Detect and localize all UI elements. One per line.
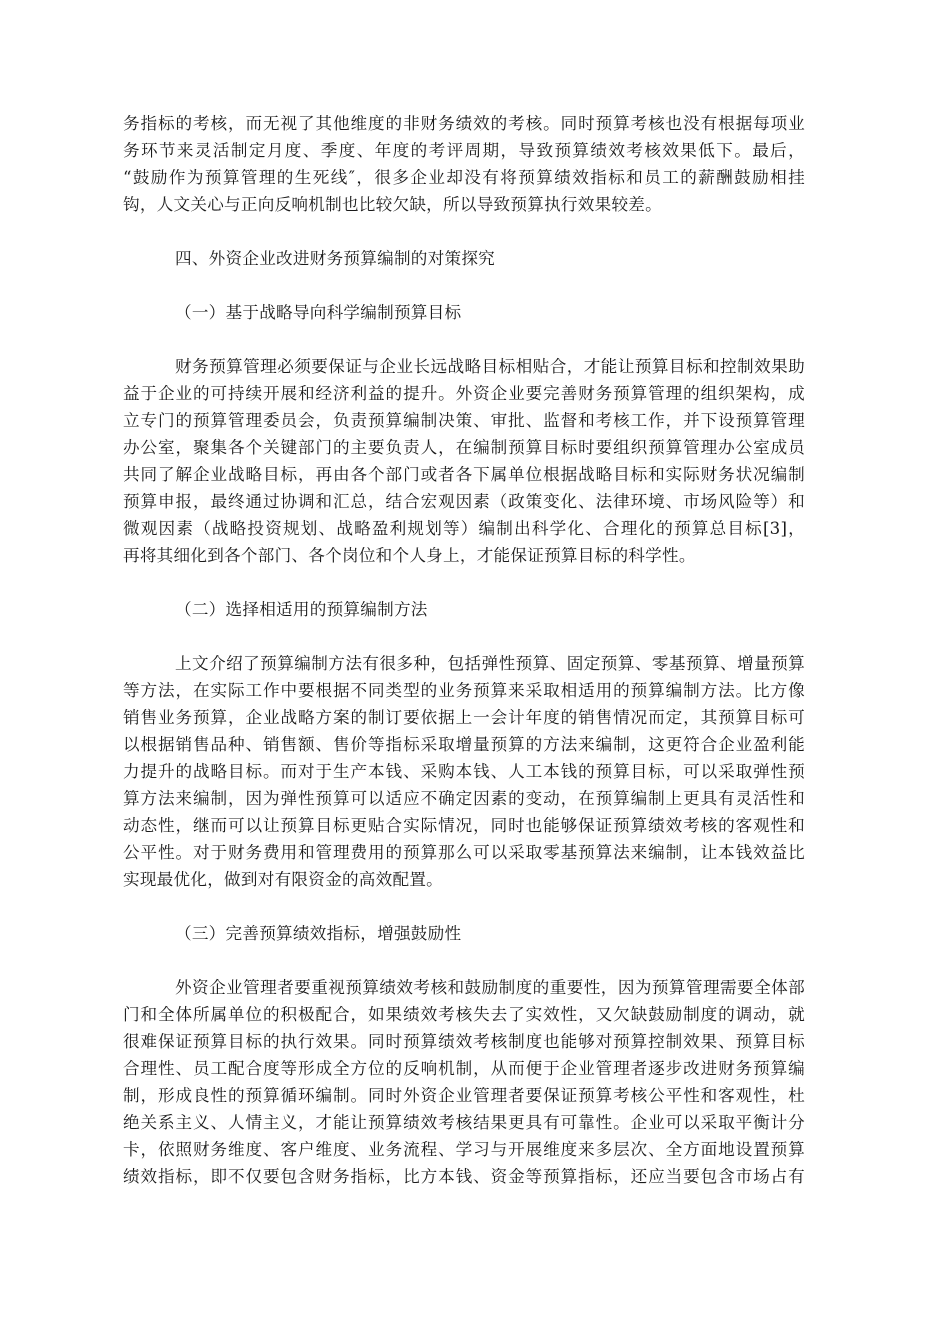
subsection-1-paragraph [123, 353, 805, 569]
subsection-2-heading: （二）选择相适用的预算编制方法 [175, 600, 428, 619]
paragraph-line: 财务预算管理必须要保证与企业长远战略目标相贴合，才能让预算目标和控制效果助 [175, 357, 805, 376]
paragraph-line: 办公室，聚集各个关键部门的主要负责人，在编制预算目标时要组织预算管理办公室成员 [123, 438, 805, 457]
paragraph-line: 实现最优化，做到对有限资金的高效配置。 [123, 870, 444, 889]
subsection-3-heading: （三）完善预算绩效指标，增强鼓励性 [175, 924, 462, 943]
paragraph-line: 制，形成良性的预算循环编制。同时外资企业管理者要保证预算考核公平性和客观性，杜 [123, 1086, 805, 1105]
subsection-1-heading: （一）基于战略导向科学编制预算目标 [175, 303, 462, 322]
paragraph-line: 预算申报，最终通过协调和汇总，结合宏观因素（政策变化、法律环境、市场风险等）和 [123, 492, 805, 511]
paragraph-line: 销售业务预算，企业战略方案的制订要依据上一会计年度的销售情况而定，其预算目标可 [123, 708, 805, 727]
intro-paragraph [123, 110, 805, 218]
paragraph-line: 以根据销售品种、销售额、售价等指标采取增量预算的方法来编制，这更符合企业盈利能 [123, 735, 805, 754]
paragraph-line: 外资企业管理者要重视预算绩效考核和鼓励制度的重要性，因为预算管理需要全体部 [175, 978, 805, 997]
subsection-2-paragraph [123, 650, 805, 893]
paragraph-line: 力提升的战略目标。而对于生产本钱、采购本钱、人工本钱的预算目标，可以采取弹性预 [123, 762, 805, 781]
paragraph-line: 很难保证预算目标的执行效果。同时预算绩效考核制度也能够对预算控制效果、预算目标 [123, 1032, 805, 1051]
paragraph-line: 微观因素（战略投资规划、战略盈利规划等）编制出科学化、合理化的预算总目标[3]， [123, 519, 805, 538]
paragraph-line: 卡，依照财务维度、客户维度、业务流程、学习与开展维度来多层次、全方面地设置预算 [123, 1140, 805, 1159]
paragraph-line: 绝关系主义、人情主义，才能让预算绩效考核结果更具有可靠性。企业可以采取平衡计分 [123, 1113, 805, 1132]
paragraph-line: “鼓励作为预算管理的生死线″，很多企业却没有将预算绩效指标和员工的薪酬鼓励相挂 [123, 168, 805, 187]
paragraph-line: 务指标的考核，而无视了其他维度的非财务绩效的考核。同时预算考核也没有根据每项业 [123, 114, 805, 133]
paragraph-line: 算方法来编制，因为弹性预算可以适应不确定因素的变动，在预算编制上更具有灵活性和 [123, 789, 805, 808]
subsection-3-paragraph [123, 974, 805, 1190]
paragraph-line: 门和全体所属单位的积极配合，如果绩效考核失去了实效性，又欠缺鼓励制度的调动，就 [123, 1005, 805, 1024]
paragraph-line: 立专门的预算管理委员会，负责预算编制决策、审批、监督和考核工作，并下设预算管理 [123, 411, 805, 430]
paragraph-line: 绩效指标，即不仅要包含财务指标，比方本钱、资金等预算指标，还应当要包含市场占有 [123, 1167, 805, 1186]
paragraph-line: 等方法，在实际工作中要根据不同类型的业务预算来采取相适用的预算编制方法。比方像 [123, 681, 805, 700]
section-heading: 四、外资企业改进财务预算编制的对策探究 [175, 249, 496, 268]
paragraph-line: 共同了解企业战略目标，再由各个部门或者各下属单位根据战略目标和实际财务状况编制 [123, 465, 805, 484]
paragraph-line: 再将其细化到各个部门、各个岗位和个人身上，才能保证预算目标的科学性。 [123, 546, 696, 565]
paragraph-line: 益于企业的可持续开展和经济利益的提升。外资企业要完善财务预算管理的组织架构，成 [123, 384, 805, 403]
paragraph-line: 钩，人文关心与正向反响机制也比较欠缺，所以导致预算执行效果较差。 [123, 195, 662, 214]
paragraph-line: 公平性。对于财务费用和管理费用的预算那么可以采取零基预算法来编制，让本钱效益比 [123, 843, 805, 862]
paragraph-line: 上文介绍了预算编制方法有很多种，包括弹性预算、固定预算、零基预算、增量预算 [175, 654, 805, 673]
paragraph-line: 务环节来灵活制定月度、季度、年度的考评周期，导致预算绩效考核效果低下。最后， [123, 141, 805, 160]
paragraph-line: 动态性，继而可以让预算目标更贴合实际情况，同时也能够保证预算绩效考核的客观性和 [123, 816, 805, 835]
document-page [123, 110, 805, 1190]
paragraph-line: 合理性、员工配合度等形成全方位的反响机制，从而便于企业管理者逐步改进财务预算编 [123, 1059, 805, 1078]
